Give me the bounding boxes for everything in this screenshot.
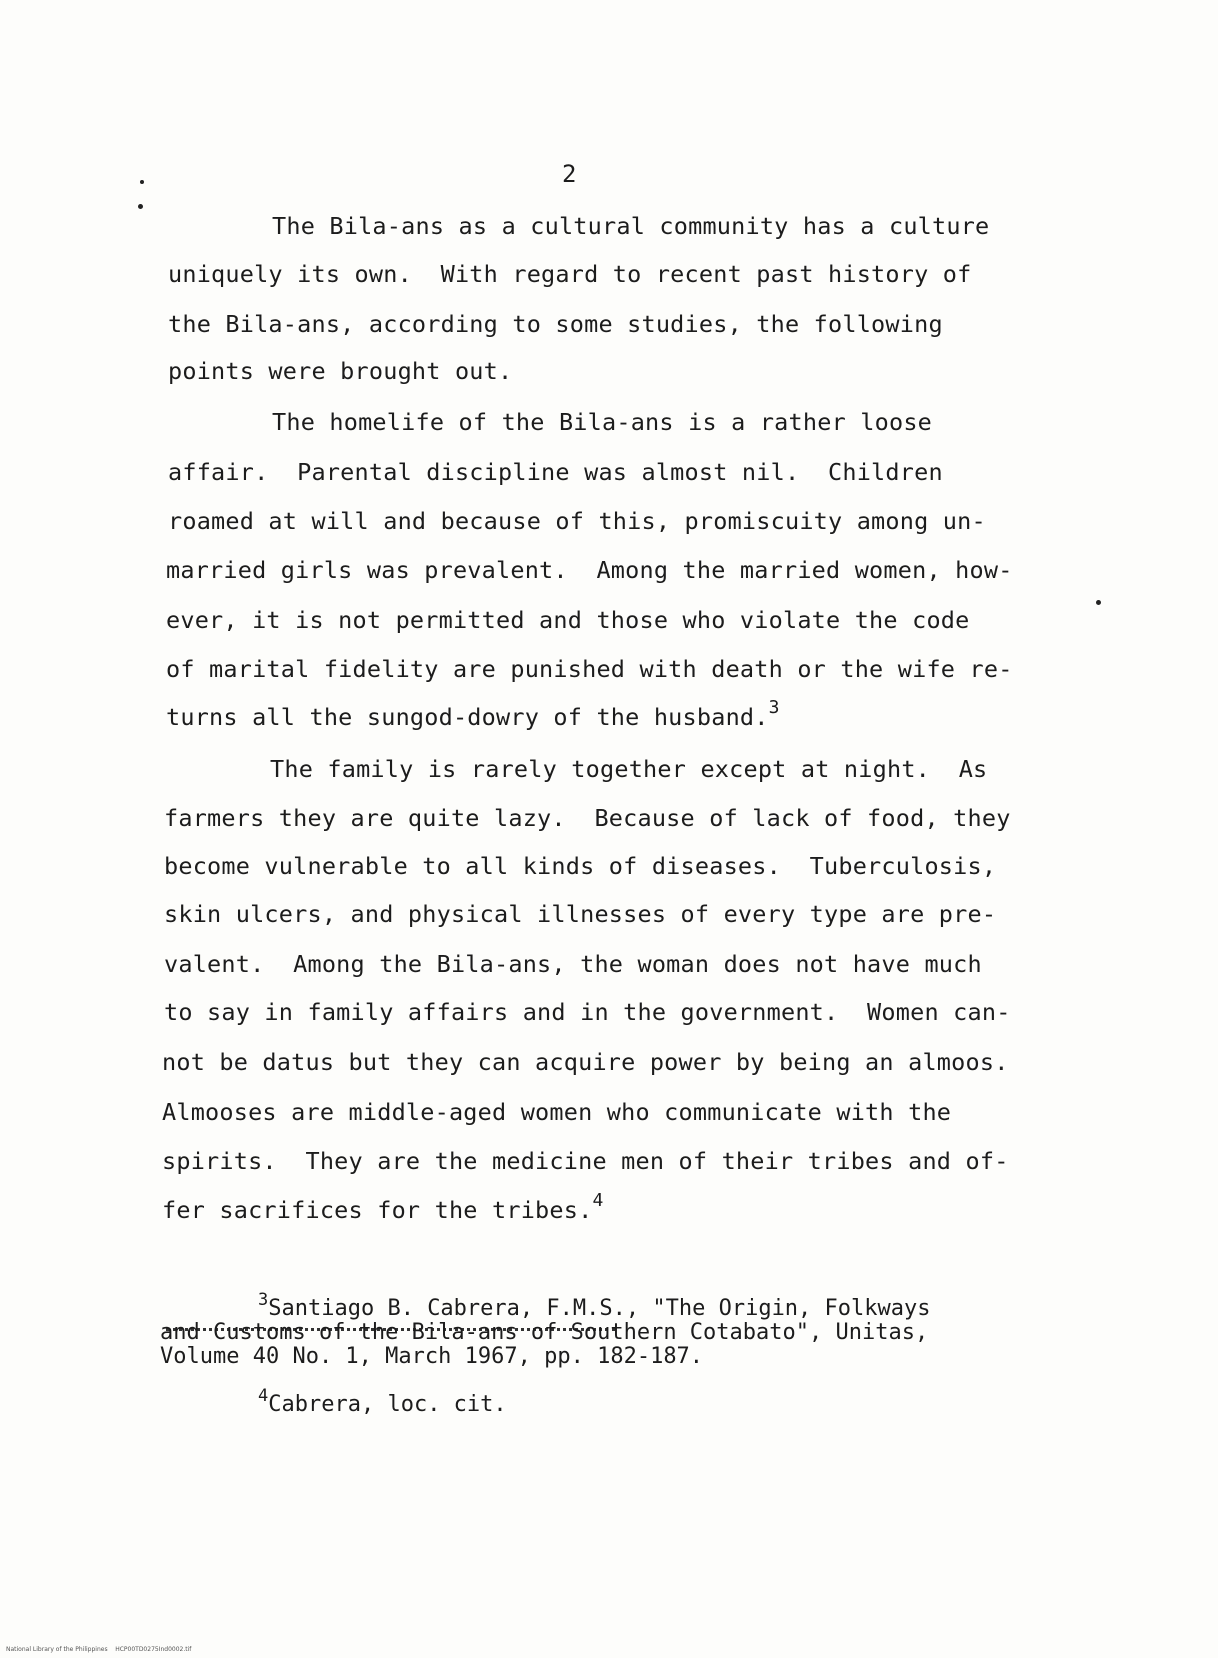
body-line: roamed at will and because of this, promiscuity among un- bbox=[168, 507, 986, 535]
footnote-ref: 4 bbox=[592, 1190, 604, 1211]
margin-speck bbox=[138, 204, 143, 209]
body-line: The homelife of the Bila-ans is a rather loose bbox=[272, 408, 933, 436]
footnote-text: Cabrera, loc. cit. bbox=[268, 1392, 507, 1417]
footnote-line: and Customs of the Bila-ans of Southern Cotabato", Unitas, bbox=[160, 1320, 929, 1345]
footnote-number: 3 bbox=[258, 1290, 269, 1310]
body-line: the Bila-ans, according to some studies, the following bbox=[168, 310, 943, 338]
body-line: married girls was prevalent. Among the married women, how- bbox=[166, 556, 1013, 584]
body-line: The family is rarely together except at night. As bbox=[270, 755, 988, 783]
margin-speck bbox=[140, 180, 144, 184]
body-line: Almooses are middle-aged women who communicate with the bbox=[162, 1098, 952, 1126]
body-line: valent. Among the Bila-ans, the woman does not have much bbox=[164, 950, 982, 978]
footnote-text: Santiago B. Cabrera, F.M.S., "The Origin, Folkways bbox=[268, 1296, 931, 1321]
scan-footer: National Library of the Philippines HCP00TD0275Ind0002.tif bbox=[6, 1646, 192, 1653]
margin-speck bbox=[1096, 600, 1101, 605]
footnote-line bbox=[258, 1290, 931, 1323]
body-line: ever, it is not permitted and those who violate the code bbox=[166, 606, 970, 634]
body-line: skin ulcers, and physical illnesses of every type are pre- bbox=[164, 900, 997, 928]
page-number: 2 bbox=[562, 160, 578, 188]
footnote-line bbox=[258, 1386, 507, 1419]
body-line: farmers they are quite lazy. Because of lack of food, they bbox=[164, 804, 1011, 832]
body-line-text: fer sacrifices for the tribes. bbox=[162, 1196, 593, 1224]
body-line: points were brought out. bbox=[168, 357, 513, 385]
body-line-text: turns all the sungod-dowry of the husband. bbox=[166, 703, 769, 731]
body-line: The Bila-ans as a cultural community has a culture bbox=[272, 212, 990, 240]
footnote-number: 4 bbox=[258, 1386, 269, 1406]
body-line: become vulnerable to all kinds of diseases. Tuberculosis, bbox=[164, 852, 997, 880]
footnote-ref: 3 bbox=[768, 697, 780, 718]
body-line: affair. Parental discipline was almost nil. Children bbox=[168, 458, 943, 486]
body-line bbox=[166, 697, 780, 731]
body-line bbox=[162, 1190, 604, 1224]
body-line: uniquely its own. With regard to recent past history of bbox=[168, 260, 972, 288]
body-line: spirits. They are the medicine men of their tribes and of- bbox=[162, 1147, 1009, 1175]
body-line: to say in family affairs and in the government. Women can- bbox=[164, 998, 1011, 1026]
body-line: of marital fidelity are punished with death or the wife re- bbox=[166, 655, 1013, 683]
footnote-line: Volume 40 No. 1, March 1967, pp. 182-187. bbox=[160, 1344, 704, 1369]
body-line: not be datus but they can acquire power by being an almoos. bbox=[162, 1048, 1009, 1076]
